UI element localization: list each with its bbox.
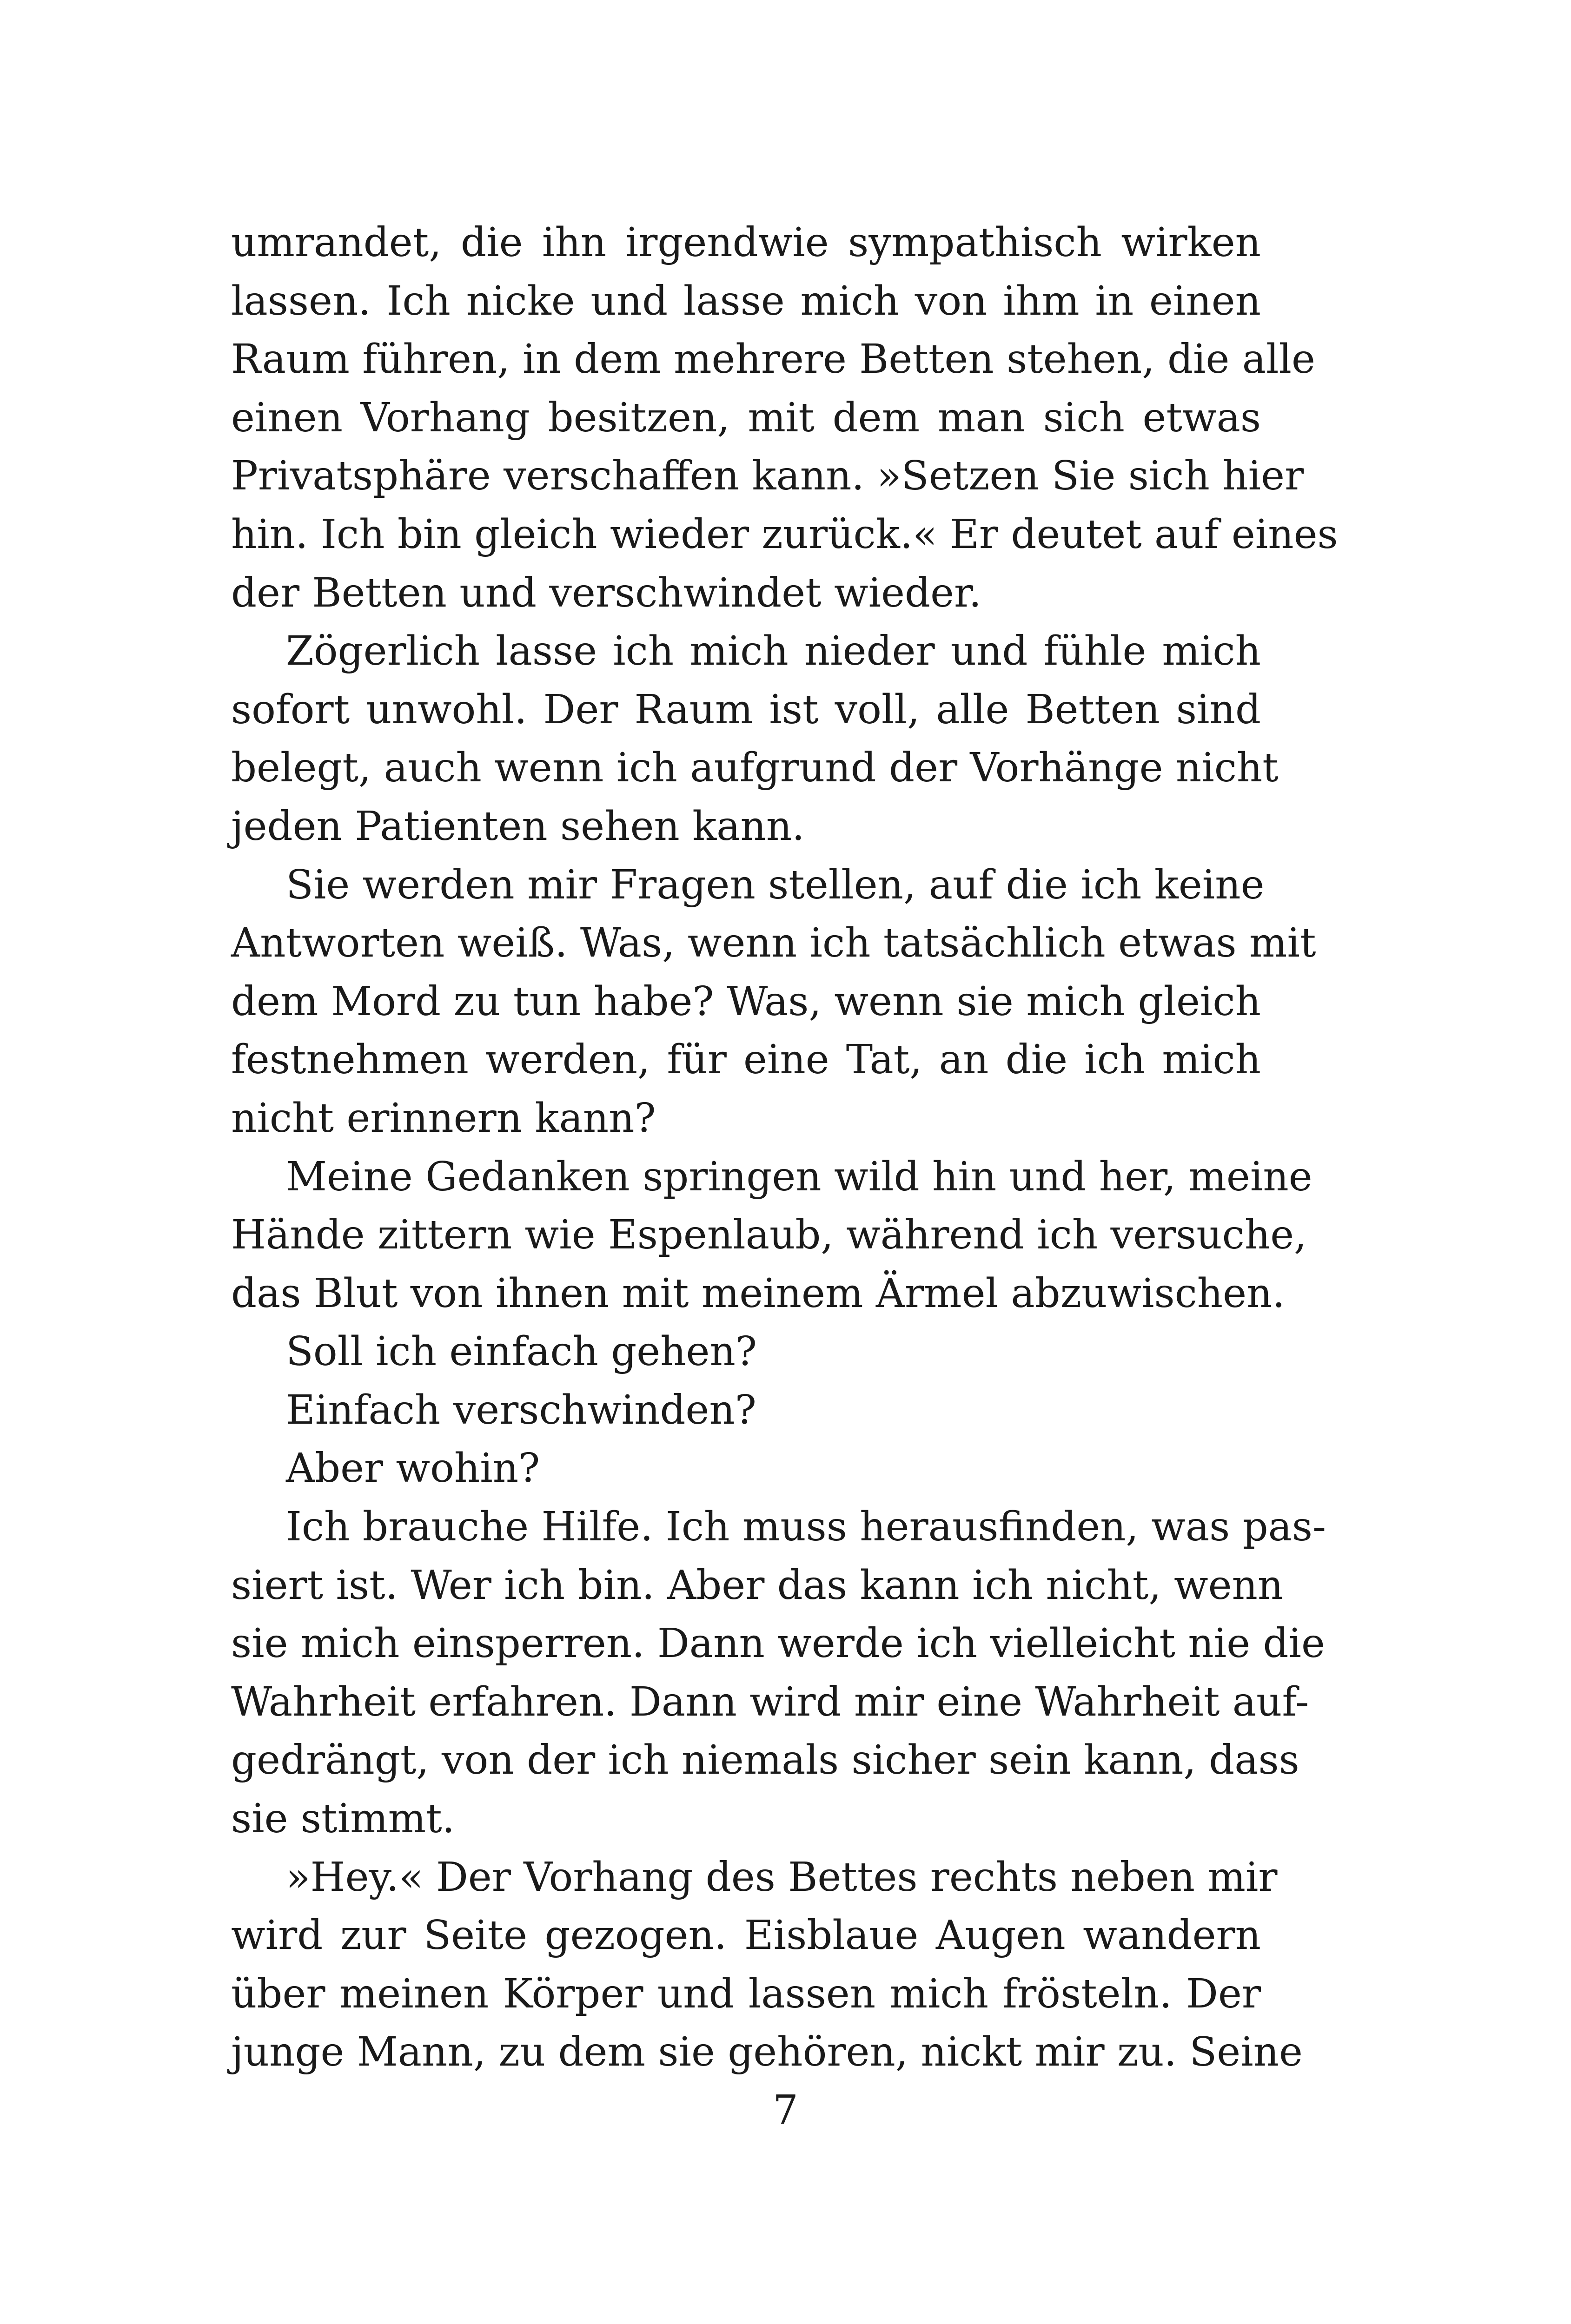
- text-line: junge Mann, zu dem sie gehören, nickt mir zu. Seine: [231, 2029, 1303, 2076]
- text-line: einen Vorhang besitzen, mit dem man sich etwas: [231, 394, 1261, 441]
- text-line: Zögerlich lasse ich mich nieder und fühle mich: [286, 628, 1261, 675]
- text-line: Sie werden mir Fragen stellen, auf die ich keine: [286, 861, 1265, 908]
- text-line: Privatsphäre verschaffen kann. »Setzen Sie sich hier: [231, 453, 1304, 500]
- text-line: dem Mord zu tun habe? Was, wenn sie mich gleich: [231, 978, 1261, 1025]
- text-line: Wahrheit erfahren. Dann wird mir eine Wahrheit auf-: [231, 1678, 1309, 1725]
- text-line: der Betten und verschwindet wieder.: [231, 569, 981, 616]
- text-line: nicht erinnern kann?: [231, 1095, 656, 1142]
- text-line: Ich brauche Hilfe. Ich muss herausfinden, was pas-: [286, 1504, 1326, 1551]
- text-line: festnehmen werden, für eine Tat, an die ich mich: [231, 1037, 1261, 1083]
- text-line: gedrängt, von der ich niemals sicher sein kann, dass: [231, 1737, 1299, 1784]
- text-line: Antworten weiß. Was, wenn ich tatsächlich etwas mit: [231, 920, 1316, 967]
- text-line: Einfach verschwinden?: [286, 1386, 756, 1433]
- text-line: sie stimmt.: [231, 1796, 455, 1842]
- text-line: »Hey.« Der Vorhang des Bettes rechts neben mir: [286, 1854, 1278, 1901]
- text-line: sie mich einsperren. Dann werde ich vielleicht nie die: [231, 1620, 1325, 1667]
- text-line: umrandet, die ihn irgendwie sympathisch wirken: [231, 219, 1261, 266]
- text-line: Soll ich einfach gehen?: [286, 1328, 757, 1375]
- body-text: [231, 214, 1338, 2082]
- page-number: 7: [773, 2087, 798, 2133]
- text-line: Meine Gedanken springen wild hin und her, meine: [286, 1153, 1312, 1200]
- text-line: lassen. Ich nicke und lasse mich von ihm in einen: [231, 277, 1261, 324]
- text-line: belegt, auch wenn ich aufgrund der Vorhänge nicht: [231, 745, 1279, 792]
- text-line: wird zur Seite gezogen. Eisblaue Augen wandern: [231, 1912, 1261, 1959]
- text-line: Aber wohin?: [286, 1445, 540, 1492]
- text-line: Raum führen, in dem mehrere Betten stehen, die alle: [231, 336, 1315, 383]
- text-line: siert ist. Wer ich bin. Aber das kann ich nicht, wenn: [231, 1562, 1284, 1609]
- text-line: jeden Patienten sehen kann.: [231, 803, 805, 850]
- text-line: hin. Ich bin gleich wieder zurück.« Er deutet auf eines: [231, 511, 1338, 558]
- text-line: über meinen Körper und lassen mich frösteln. Der: [231, 1970, 1261, 2017]
- text-line: sofort unwohl. Der Raum ist voll, alle Betten sind: [231, 686, 1261, 733]
- text-line: Hände zittern wie Espenlaub, während ich versuche,: [231, 1212, 1307, 1259]
- text-line: das Blut von ihnen mit meinem Ärmel abzuwischen.: [231, 1270, 1285, 1317]
